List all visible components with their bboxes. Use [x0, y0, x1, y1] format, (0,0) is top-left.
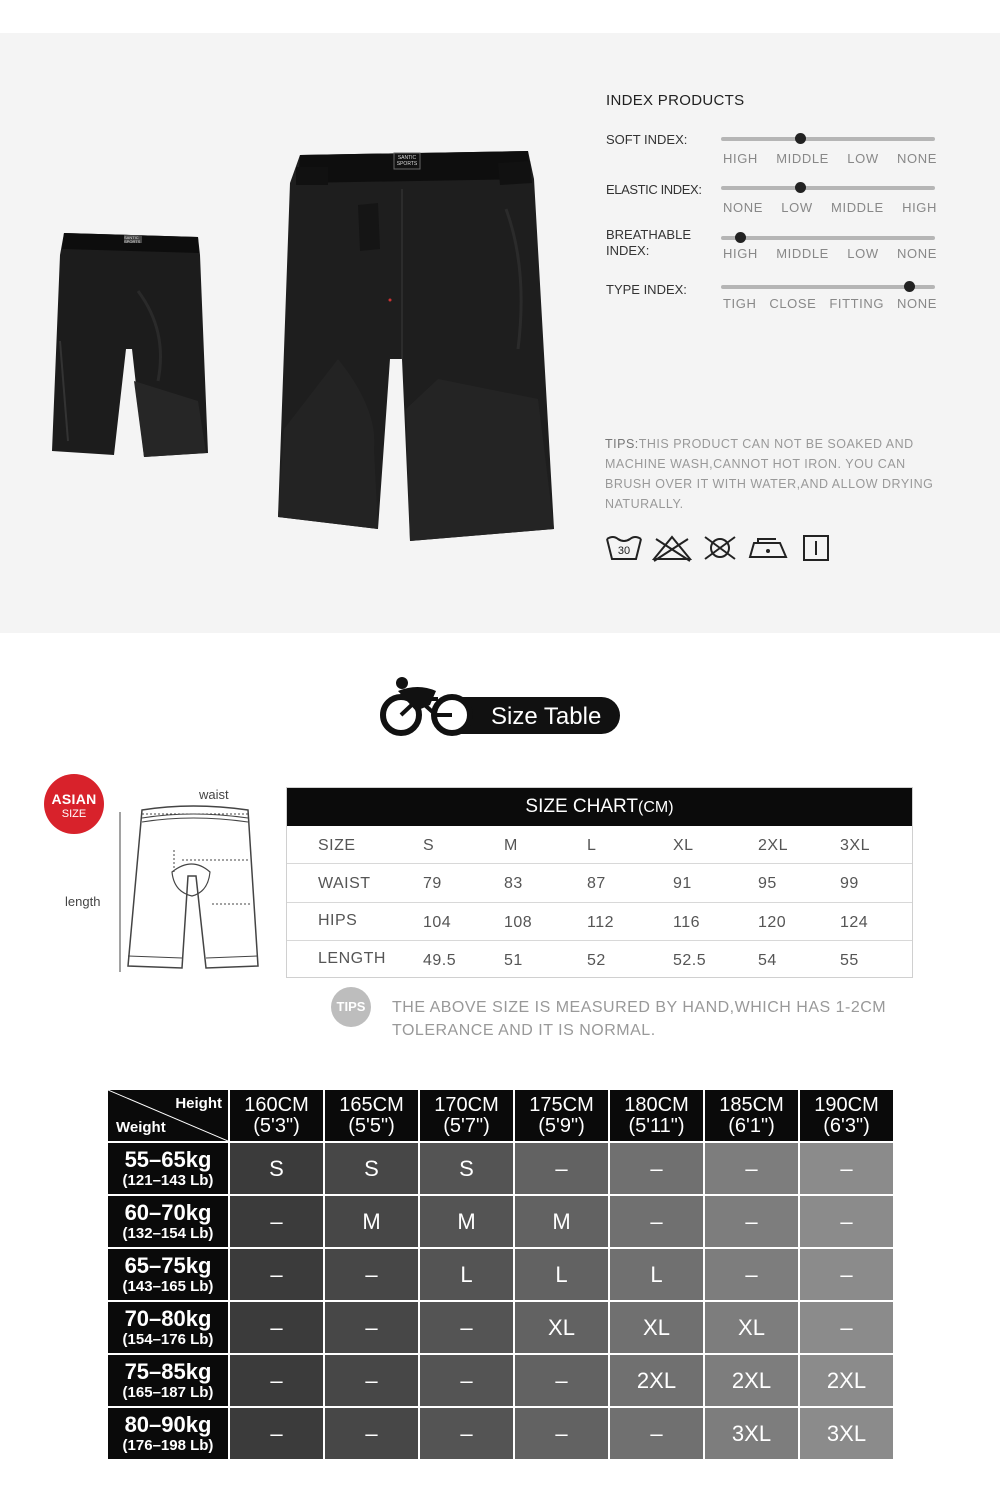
elastic-index-label: ELASTIC INDEX: [606, 182, 702, 197]
type-index-row [606, 282, 946, 322]
table-cell: 2XL [758, 837, 788, 854]
size-chart-title-text: SIZE CHART [525, 796, 639, 817]
height-cm: 190CM [814, 1093, 879, 1116]
table-cell: S [423, 837, 435, 854]
size-recommendation-cell: – [609, 1195, 704, 1248]
size-recommendation-cell: – [229, 1195, 324, 1248]
height-col-header [514, 1089, 609, 1142]
size-recommendation-cell: – [229, 1407, 324, 1460]
size-recommendation-cell: – [704, 1195, 799, 1248]
waist-label: waist [199, 787, 229, 802]
size-recommendation-cell: 2XL [799, 1354, 894, 1407]
size-recommendation-cell: – [799, 1301, 894, 1354]
size-recommendation-cell: 2XL [704, 1354, 799, 1407]
weight-row-header [107, 1142, 229, 1195]
weight-row [107, 1142, 894, 1195]
asian-size-line2: SIZE [61, 808, 87, 820]
height-col-header [609, 1089, 704, 1142]
table-cell: 112 [587, 913, 615, 931]
table-cell: 120 [758, 913, 787, 931]
height-corner-label: Height [175, 1095, 222, 1112]
wash-30-icon [605, 533, 643, 563]
shorts-back-image [48, 231, 214, 457]
size-recommendation-cell: XL [514, 1301, 609, 1354]
size-recommendation-cell: 2XL [609, 1354, 704, 1407]
table-cell: 104 [423, 913, 452, 931]
size-recommendation-cell: 3XL [704, 1407, 799, 1460]
table-cell: 51 [504, 951, 523, 969]
weight-height-size-table [106, 1088, 895, 1461]
cyclist-icon [378, 677, 478, 741]
size-recommendation-cell: – [514, 1407, 609, 1460]
type-index-ticks [723, 296, 937, 311]
care-tips [605, 434, 950, 514]
size-recommendation-cell: XL [609, 1301, 704, 1354]
soft-index-ticks [723, 151, 937, 166]
height-col-header [419, 1089, 514, 1142]
size-recommendation-cell: – [324, 1248, 419, 1301]
size-recommendation-cell: – [799, 1195, 894, 1248]
breathable-index-marker [735, 232, 746, 243]
weight-lb: (165–187 Lb) [122, 1384, 214, 1401]
no-bleach-icon [650, 533, 694, 563]
weight-lb: (121–143 Lb) [122, 1172, 214, 1189]
size-recommendation-cell: – [229, 1248, 324, 1301]
weight-lb: (132–154 Lb) [122, 1225, 214, 1242]
size-chart-waist-row [287, 864, 912, 902]
table-cell: 108 [504, 913, 533, 931]
size-recommendation-cell: – [704, 1142, 799, 1195]
table-cell: SIZE [318, 837, 356, 854]
size-recommendation-cell: M [514, 1195, 609, 1248]
weight-kg: 65–75kg [124, 1253, 212, 1278]
weight-row-header [107, 1407, 229, 1460]
height-col-header [324, 1089, 419, 1142]
weight-row [107, 1354, 894, 1407]
soft-index-slider [721, 137, 935, 141]
table-cell: M [504, 837, 518, 854]
size-recommendation-cell: – [324, 1407, 419, 1460]
tick-label: LOW [847, 246, 879, 261]
size-recommendation-cell: M [419, 1195, 514, 1248]
table-corner-cell [107, 1089, 229, 1142]
line-dry-icon [800, 533, 832, 563]
tips-badge: TIPS [331, 987, 371, 1027]
size-recommendation-cell: S [324, 1142, 419, 1195]
weight-lb: (154–176 Lb) [122, 1331, 214, 1348]
breathable-index-row [606, 227, 946, 267]
height-cm: 180CM [624, 1093, 689, 1116]
size-recommendation-cell: – [419, 1301, 514, 1354]
height-header-row [107, 1089, 894, 1142]
weight-lb: (176–198 Lb) [122, 1437, 214, 1454]
weight-corner-label: Weight [116, 1119, 166, 1136]
length-label: length [65, 894, 101, 909]
wash-temp-label: 30 [617, 545, 631, 557]
tick-label: MIDDLE [776, 246, 829, 261]
size-recommendation-cell: – [229, 1354, 324, 1407]
height-col-header [704, 1089, 799, 1142]
height-ft: (6'3") [823, 1114, 870, 1137]
asian-size-badge [44, 774, 104, 834]
table-cell: 49.5 [423, 951, 457, 969]
size-recommendation-cell: – [419, 1354, 514, 1407]
table-cell: XL [673, 837, 694, 854]
soft-index-row [606, 132, 946, 172]
size-recommendation-cell: – [229, 1301, 324, 1354]
size-chart-title [287, 788, 912, 826]
size-recommendation-cell: – [419, 1407, 514, 1460]
type-index-marker [904, 281, 915, 292]
size-recommendation-cell: – [514, 1142, 609, 1195]
tick-label: NONE [897, 246, 937, 261]
tick-label: NONE [897, 151, 937, 166]
tick-label: HIGH [723, 151, 758, 166]
size-recommendation-cell: S [419, 1142, 514, 1195]
table-cell: 124 [840, 913, 869, 931]
height-cm: 170CM [434, 1093, 499, 1116]
elastic-index-ticks [723, 200, 937, 215]
brand-label-large: SANTIC SPORTS [396, 155, 418, 167]
height-ft: (5'7") [443, 1114, 490, 1137]
table-cell: L [587, 837, 597, 854]
weight-kg: 70–80kg [124, 1306, 212, 1331]
shorts-front-image [278, 149, 558, 541]
weight-kg: 60–70kg [124, 1200, 212, 1225]
weight-row [107, 1301, 894, 1354]
elastic-index-slider [721, 186, 935, 190]
soft-index-label: SOFT INDEX: [606, 132, 688, 147]
size-recommendation-cell: XL [704, 1301, 799, 1354]
size-chart-header-row [287, 826, 912, 864]
table-cell: 116 [673, 913, 701, 931]
table-cell: 99 [840, 875, 859, 893]
table-cell: 95 [758, 875, 777, 893]
height-cm: 175CM [529, 1093, 594, 1116]
table-cell: 91 [673, 875, 692, 893]
elastic-index-row [606, 182, 946, 222]
tick-label: LOW [847, 151, 879, 166]
weight-row-header [107, 1301, 229, 1354]
type-index-slider [721, 285, 935, 289]
weight-row [107, 1195, 894, 1248]
weight-kg: 55–65kg [124, 1147, 212, 1172]
size-recommendation-cell: M [324, 1195, 419, 1248]
height-col-header [229, 1089, 324, 1142]
height-cm: 160CM [244, 1093, 309, 1116]
table-cell: 83 [504, 875, 523, 893]
elastic-index-marker [795, 182, 806, 193]
size-recommendation-cell: – [799, 1142, 894, 1195]
breathable-index-slider [721, 236, 935, 240]
height-col-header [799, 1089, 894, 1142]
height-ft: (5'9") [538, 1114, 585, 1137]
height-ft: (5'11") [628, 1114, 685, 1137]
size-recommendation-cell: – [704, 1248, 799, 1301]
tick-label: NONE [723, 200, 763, 215]
size-chart-length-row [287, 941, 912, 979]
weight-row-header [107, 1354, 229, 1407]
tick-label: MIDDLE [776, 151, 829, 166]
table-cell: 87 [587, 875, 606, 893]
tick-label: HIGH [902, 200, 937, 215]
tick-label: FITTING [829, 296, 885, 311]
measure-tip-text: THE ABOVE SIZE IS MEASURED BY HAND,WHICH HAS 1-2CM TOLERANCE AND IT IS NORMAL. [392, 999, 887, 1039]
size-recommendation-cell: 3XL [799, 1407, 894, 1460]
iron-low-icon [746, 533, 790, 563]
table-cell: 55 [840, 951, 859, 969]
table-cell: WAIST [318, 875, 371, 893]
size-chart-table [286, 787, 913, 978]
product-section [0, 33, 1000, 633]
size-recommendation-cell: L [609, 1248, 704, 1301]
height-cm: 165CM [339, 1093, 404, 1116]
table-cell: 52 [587, 951, 606, 969]
asian-size-line1: ASIAN [51, 791, 97, 807]
size-recommendation-cell: – [609, 1407, 704, 1460]
size-recommendation-cell: L [514, 1248, 609, 1301]
breathable-index-ticks [723, 246, 937, 261]
tick-label: MIDDLE [831, 200, 884, 215]
weight-kg: 80–90kg [124, 1412, 212, 1437]
care-tips-prefix: TIPS: [605, 437, 639, 451]
weight-lb: (143–165 Lb) [122, 1278, 214, 1295]
soft-index-marker [795, 133, 806, 144]
size-chart-hips-row [287, 903, 912, 941]
size-chart-unit: (CM) [638, 799, 674, 816]
no-tumble-dry-icon [701, 533, 739, 563]
table-cell: 54 [758, 951, 777, 969]
table-cell: HIPS [318, 911, 358, 929]
tick-label: LOW [781, 200, 813, 215]
type-index-label: TYPE INDEX: [606, 282, 687, 297]
tick-label: HIGH [723, 246, 758, 261]
size-recommendation-cell: S [229, 1142, 324, 1195]
table-cell: 52.5 [673, 951, 707, 969]
size-recommendation-cell: – [324, 1301, 419, 1354]
size-table-title: Size Table [491, 703, 602, 730]
shorts-measurement-diagram [112, 800, 262, 980]
weight-row [107, 1248, 894, 1301]
table-cell: 79 [423, 875, 442, 893]
weight-row [107, 1407, 894, 1460]
size-recommendation-cell: – [514, 1354, 609, 1407]
weight-row-header [107, 1195, 229, 1248]
size-recommendation-cell: L [419, 1248, 514, 1301]
tick-label: TIGH [723, 296, 757, 311]
breathable-index-label: BREATHABLE INDEX: [606, 227, 692, 258]
size-recommendation-cell: – [324, 1354, 419, 1407]
height-ft: (5'3") [253, 1114, 300, 1137]
size-recommendation-cell: – [799, 1248, 894, 1301]
table-cell: 3XL [840, 837, 870, 854]
height-ft: (6'1") [728, 1114, 775, 1137]
tick-label: NONE [897, 296, 937, 311]
height-cm: 185CM [719, 1093, 784, 1116]
brand-label-small: SANTIC SPORTS [124, 235, 141, 244]
size-recommendation-cell: – [609, 1142, 704, 1195]
tick-label: CLOSE [769, 296, 817, 311]
height-ft: (5'5") [348, 1114, 395, 1137]
size-table-badge [378, 677, 628, 741]
index-products-title: INDEX PRODUCTS [606, 92, 745, 109]
weight-row-header [107, 1248, 229, 1301]
care-tips-text: THIS PRODUCT CAN NOT BE SOAKED AND MACHINE WASH,CANNOT HOT IRON. YOU CAN BRUSH OVER IT WITH WATER,AND ALLOW DRYING NATURALLY. [605, 437, 934, 511]
weight-kg: 75–85kg [124, 1359, 212, 1384]
table-cell: LENGTH [318, 949, 386, 967]
